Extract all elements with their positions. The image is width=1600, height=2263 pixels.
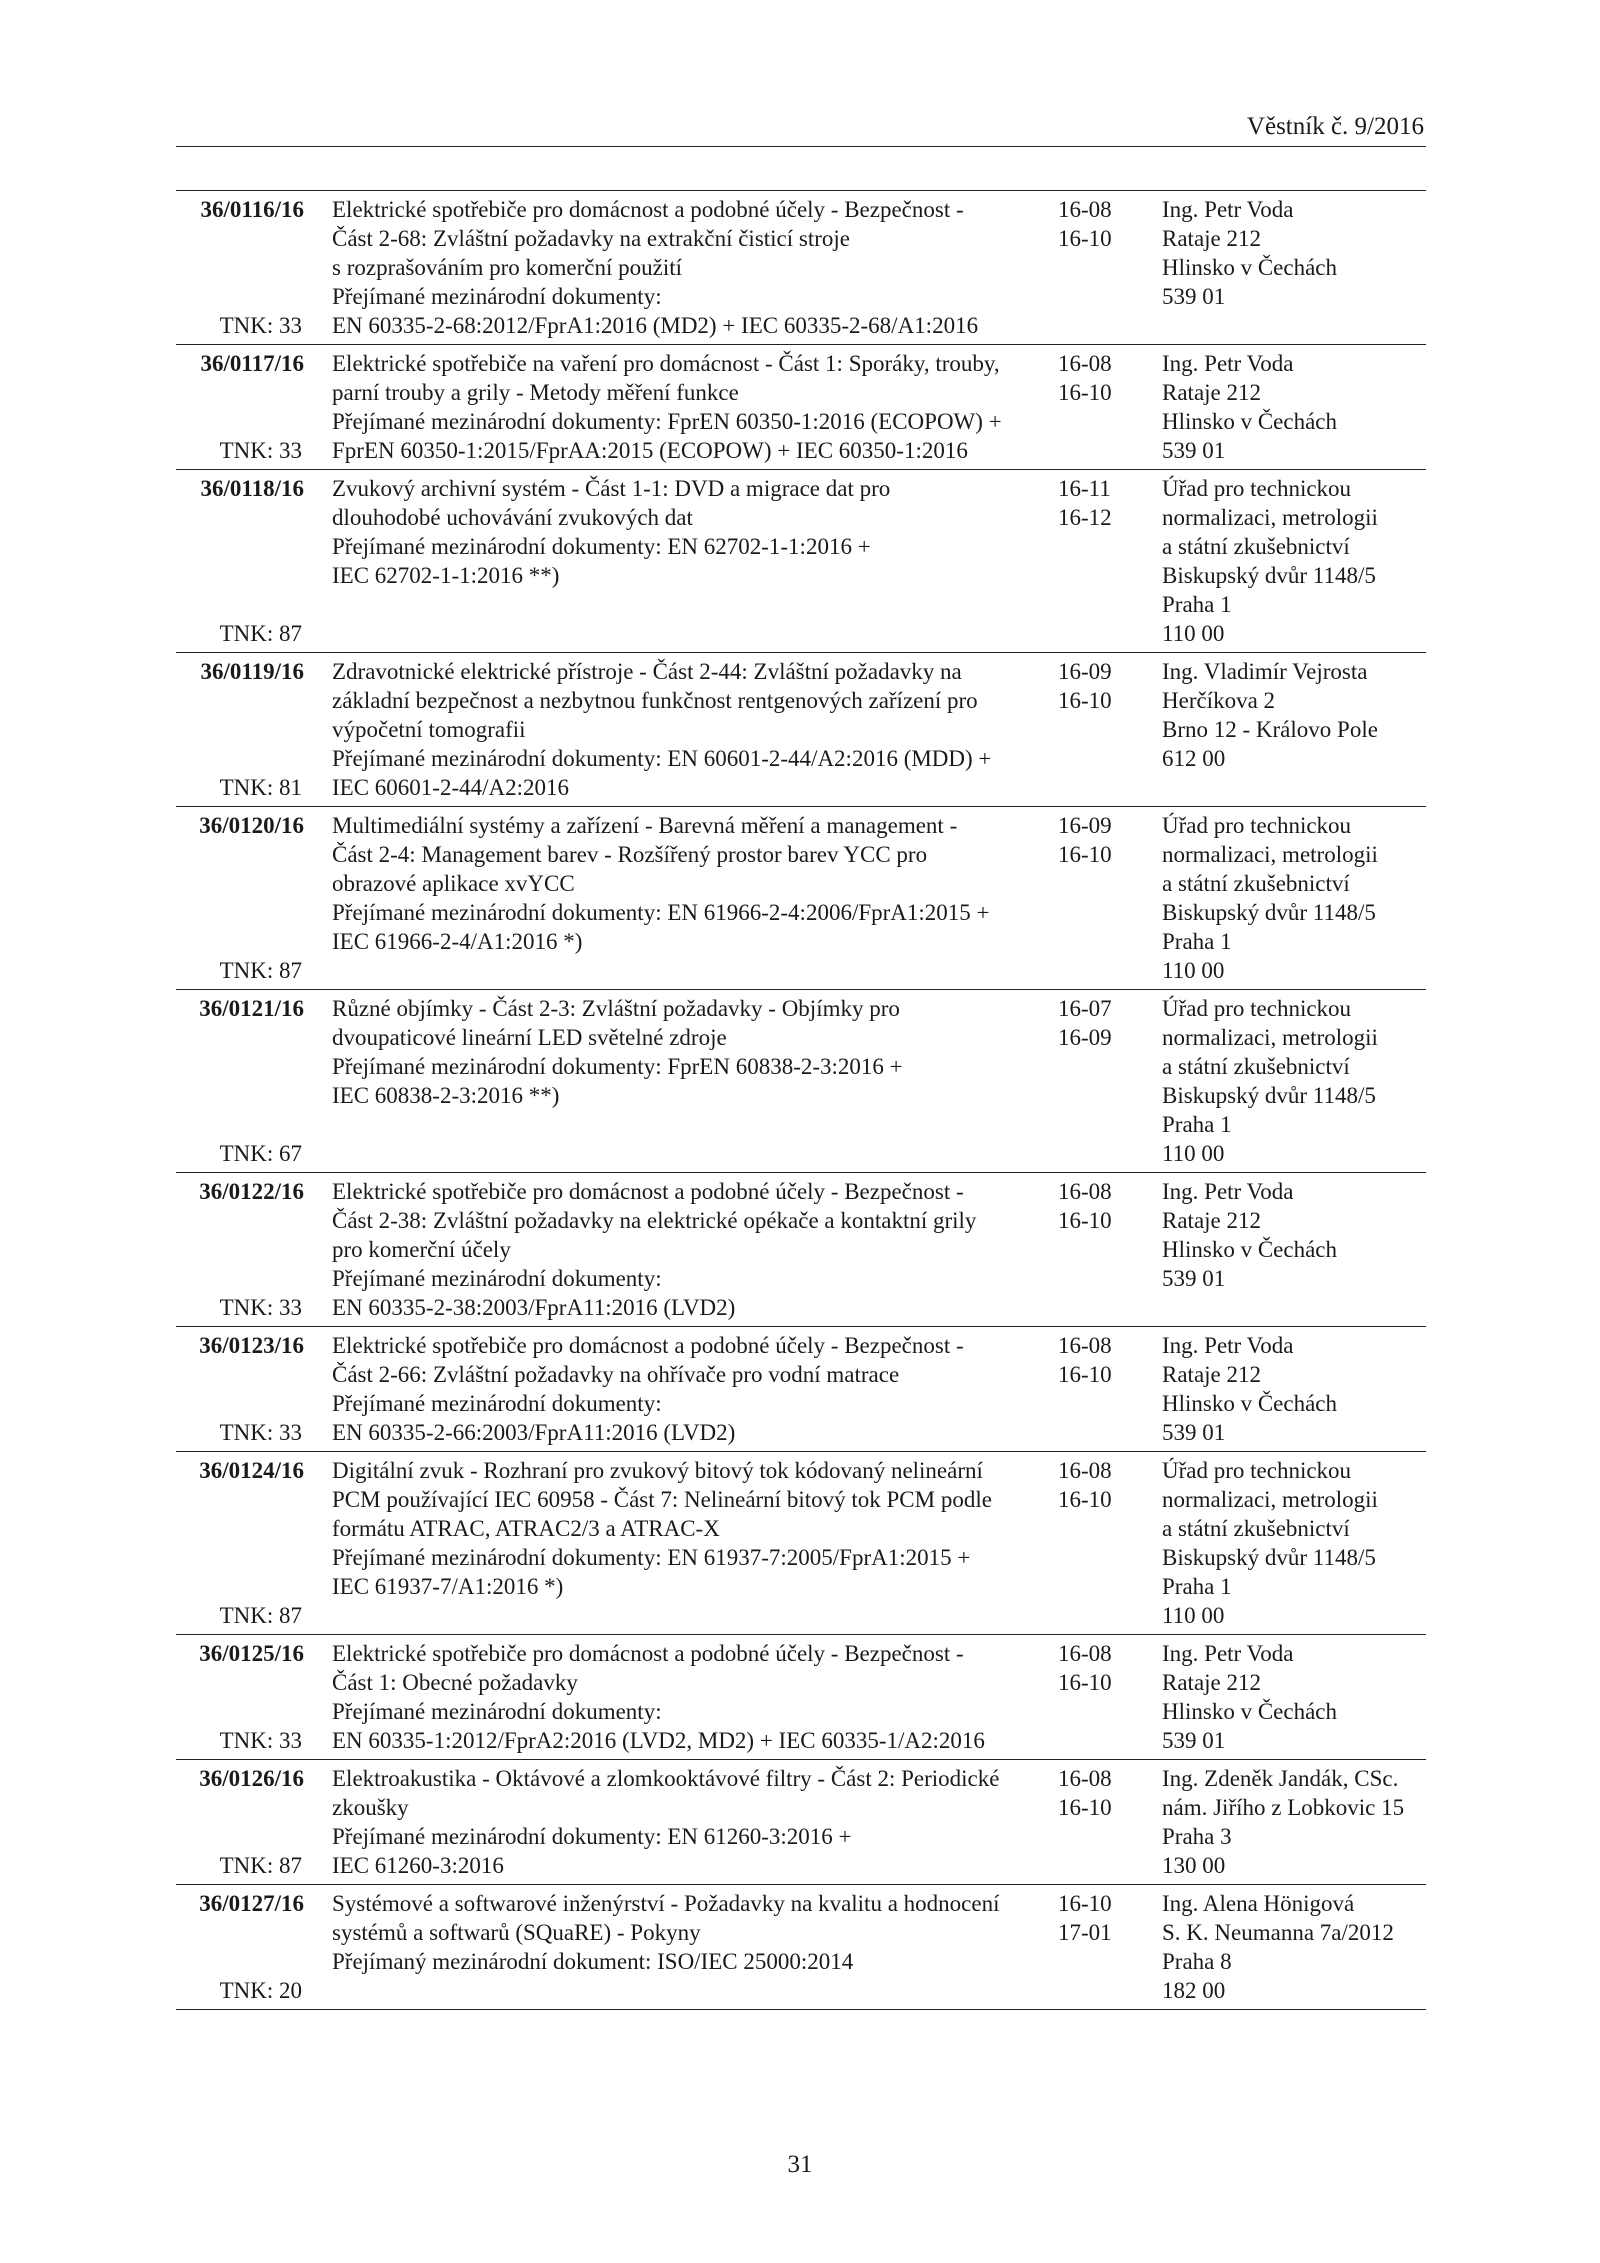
address-line: Úřad pro technickou <box>1162 813 1352 838</box>
address-line: Praha 8 <box>1162 1949 1232 1974</box>
address-line: Úřad pro technickou <box>1162 476 1352 501</box>
address-line: Ing. Petr Voda <box>1162 1333 1294 1358</box>
project-number: 36/0117/16 <box>200 351 304 376</box>
address-line: Herčíkova 2 <box>1162 688 1276 713</box>
address-line: 612 00 <box>1162 746 1226 771</box>
address-line: Ing. Vladimír Vejrosta <box>1162 659 1368 684</box>
description-line: parní trouby a grily - Metody měření funkce <box>332 380 739 405</box>
address-line: Ing. Petr Voda <box>1162 1179 1294 1204</box>
processor-address <box>1162 994 1426 1168</box>
address-line: normalizaci, metrologii <box>1162 1487 1378 1512</box>
date-value: 16-10 <box>1058 380 1112 405</box>
dates-cell <box>1058 1177 1128 1235</box>
address-line: 130 00 <box>1162 1853 1226 1878</box>
date-value: 16-10 <box>1058 1795 1112 1820</box>
table-row <box>176 653 1426 807</box>
address-line: Hlinsko v Čechách <box>1162 409 1338 434</box>
address-line: Ing. Alena Hönigová <box>1162 1891 1355 1916</box>
processor-address <box>1162 1331 1426 1447</box>
standard-description <box>332 345 1032 465</box>
description-line: Zvukový archivní systém - Část 1-1: DVD a migrace dat pro <box>332 476 891 501</box>
date-value: 16-10 <box>1058 1670 1112 1695</box>
dates-cell <box>1058 1889 1128 1947</box>
table-row <box>176 1452 1426 1635</box>
date-value: 16-10 <box>1058 1208 1112 1233</box>
description-line: pro komerční účely <box>332 1237 511 1262</box>
description-line: zkoušky <box>332 1795 409 1820</box>
page-number: 31 <box>787 2151 813 2178</box>
date-value: 16-08 <box>1058 351 1112 376</box>
description-line: Digitální zvuk - Rozhraní pro zvukový bitový tok kódovaný nelineární <box>332 1458 983 1483</box>
date-value: 16-12 <box>1058 505 1112 530</box>
project-number: 36/0121/16 <box>199 996 304 1021</box>
address-line: normalizaci, metrologii <box>1162 1025 1378 1050</box>
description-line: Část 2-4: Management barev - Rozšířený prostor barev YCC pro <box>332 842 928 867</box>
header-divider <box>176 146 1426 147</box>
date-value: 16-10 <box>1058 842 1112 867</box>
date-value: 16-08 <box>1058 1179 1112 1204</box>
tnk-code: TNK: 33 <box>219 1295 302 1320</box>
address-line: Hlinsko v Čechách <box>1162 1237 1338 1262</box>
processor-address <box>1162 1889 1426 2005</box>
table-row <box>176 345 1426 470</box>
description-line: PCM používající IEC 60958 - Část 7: Nelineární bitový tok PCM podle <box>332 1487 992 1512</box>
description-line: Část 1: Obecné požadavky <box>332 1670 578 1695</box>
standard-description <box>332 1760 1032 1880</box>
description-line: EN 60335-2-38:2003/FprA11:2016 (LVD2) <box>332 1295 736 1320</box>
description-line: IEC 62702-1-1:2016 **) <box>332 563 560 588</box>
description-line: IEC 61966-2-4/A1:2016 *) <box>332 929 583 954</box>
project-number: 36/0123/16 <box>199 1333 304 1358</box>
tnk-code: TNK: 20 <box>219 1978 302 2003</box>
table-row <box>176 807 1426 990</box>
address-line: Hlinsko v Čechách <box>1162 255 1338 280</box>
standard-description <box>332 191 1032 340</box>
address-line: 182 00 <box>1162 1978 1226 2003</box>
address-line: a státní zkušebnictví <box>1162 1054 1350 1079</box>
standard-description <box>332 1327 1032 1447</box>
date-value: 16-09 <box>1058 1025 1112 1050</box>
description-line: Část 2-68: Zvláštní požadavky na extrakční čisticí stroje <box>332 226 850 251</box>
description-line: dvoupaticové lineární LED světelné zdroje <box>332 1025 727 1050</box>
description-line: Přejímané mezinárodní dokumenty: EN 61260-3:2016 + <box>332 1824 852 1849</box>
description-line: Přejímané mezinárodní dokumenty: FprEN 60838-2-3:2016 + <box>332 1054 903 1079</box>
date-value: 16-10 <box>1058 688 1112 713</box>
table-row <box>176 470 1426 653</box>
address-line: Praha 1 <box>1162 1574 1232 1599</box>
description-line: IEC 61260-3:2016 <box>332 1853 504 1878</box>
description-line <box>332 1976 1032 2005</box>
address-line: Rataje 212 <box>1162 1670 1261 1695</box>
description-line: Přejímaný mezinárodní dokument: ISO/IEC 25000:2014 <box>332 1949 854 1974</box>
address-line: 110 00 <box>1162 621 1225 646</box>
date-value: 16-08 <box>1058 1458 1112 1483</box>
standard-description <box>332 990 1032 1110</box>
tnk-code: TNK: 87 <box>219 621 302 646</box>
standard-description <box>332 1885 1032 2005</box>
date-value: 16-09 <box>1058 813 1112 838</box>
date-value: 16-08 <box>1058 1766 1112 1791</box>
address-line: Rataje 212 <box>1162 380 1261 405</box>
date-value: 16-09 <box>1058 659 1112 684</box>
description-line: Přejímané mezinárodní dokumenty: EN 61966-2-4:2006/FprA1:2015 + <box>332 900 990 925</box>
processor-address <box>1162 657 1426 773</box>
page-header: Věstník č. 9/2016 <box>1246 113 1424 140</box>
standard-description <box>332 653 1032 802</box>
date-value: 16-10 <box>1058 226 1112 251</box>
tnk-code: TNK: 33 <box>219 1420 302 1445</box>
address-line: Úřad pro technickou <box>1162 1458 1352 1483</box>
description-line: obrazové aplikace xvYCC <box>332 871 575 896</box>
description-line: IEC 60838-2-3:2016 **) <box>332 1083 560 1108</box>
description-line: Část 2-66: Zvláštní požadavky na ohřívače pro vodní matrace <box>332 1362 900 1387</box>
date-value: 16-07 <box>1058 996 1112 1021</box>
date-value: 16-10 <box>1058 1362 1112 1387</box>
description-line: Přejímané mezinárodní dokumenty: EN 61937-7:2005/FprA1:2015 + <box>332 1545 971 1570</box>
description-line: základní bezpečnost a nezbytnou funkčnost rentgenových zařízení pro <box>332 688 978 713</box>
table-row <box>176 1885 1426 2010</box>
processor-address <box>1162 1177 1426 1293</box>
processor-address <box>1162 1764 1426 1880</box>
address-line: Biskupský dvůr 1148/5 <box>1162 563 1376 588</box>
description-line: Zdravotnické elektrické přístroje - Část 2-44: Zvláštní požadavky na <box>332 659 962 684</box>
address-line: Brno 12 - Královo Pole <box>1162 717 1378 742</box>
dates-cell <box>1058 474 1128 532</box>
processor-address <box>1162 1639 1426 1755</box>
project-number: 36/0122/16 <box>199 1179 304 1204</box>
processor-address <box>1162 1456 1426 1630</box>
address-line: normalizaci, metrologii <box>1162 842 1378 867</box>
standards-table <box>176 190 1426 2010</box>
address-line: Biskupský dvůr 1148/5 <box>1162 1545 1376 1570</box>
standard-description <box>332 1452 1032 1601</box>
address-line: 539 01 <box>1162 1266 1226 1291</box>
description-line: IEC 60601-2-44/A2:2016 <box>332 775 570 800</box>
address-line: Praha 3 <box>1162 1824 1232 1849</box>
address-line: 539 01 <box>1162 284 1226 309</box>
description-line: Přejímané mezinárodní dokumenty: <box>332 1699 662 1724</box>
description-line: Část 2-38: Zvláštní požadavky na elektrické opékače a kontaktní grily <box>332 1208 977 1233</box>
tnk-code: TNK: 33 <box>219 438 302 463</box>
address-line: a státní zkušebnictví <box>1162 871 1350 896</box>
tnk-code: TNK: 81 <box>219 775 302 800</box>
dates-cell <box>1058 1331 1128 1389</box>
date-value: 16-08 <box>1058 1641 1112 1666</box>
standard-description <box>332 1173 1032 1322</box>
address-line: Rataje 212 <box>1162 1362 1261 1387</box>
address-line: 539 01 <box>1162 1420 1226 1445</box>
address-line: nám. Jiřího z Lobkovic 15 <box>1162 1795 1405 1820</box>
description-line: s rozprašováním pro komerční použití <box>332 255 683 280</box>
description-line: systémů a softwarů (SQuaRE) - Pokyny <box>332 1920 701 1945</box>
processor-address <box>1162 349 1426 465</box>
tnk-code: TNK: 67 <box>219 1141 302 1166</box>
description-line: Elektrické spotřebiče pro domácnost a podobné účely - Bezpečnost - <box>332 1641 964 1666</box>
project-number: 36/0119/16 <box>200 659 304 684</box>
tnk-code: TNK: 33 <box>219 313 302 338</box>
description-line: EN 60335-2-68:2012/FprA1:2016 (MD2) + IEC 60335-2-68/A1:2016 <box>332 313 979 338</box>
processor-address <box>1162 195 1426 311</box>
description-line: Přejímané mezinárodní dokumenty: EN 62702-1-1:2016 + <box>332 534 871 559</box>
project-number: 36/0118/16 <box>200 476 304 501</box>
description-line: Různé objímky - Část 2-3: Zvláštní požadavky - Objímky pro <box>332 996 900 1021</box>
address-line: Ing. Petr Voda <box>1162 197 1294 222</box>
address-line: 110 00 <box>1162 1603 1225 1628</box>
address-line: 539 01 <box>1162 1728 1226 1753</box>
address-line: Hlinsko v Čechách <box>1162 1699 1338 1724</box>
address-line: Rataje 212 <box>1162 1208 1261 1233</box>
processor-address <box>1162 474 1426 648</box>
address-line: S. K. Neumanna 7a/2012 <box>1162 1920 1394 1945</box>
description-line: dlouhodobé uchovávání zvukových dat <box>332 505 693 530</box>
description-line: EN 60335-2-66:2003/FprA11:2016 (LVD2) <box>332 1420 736 1445</box>
project-number: 36/0125/16 <box>199 1641 304 1666</box>
standard-description <box>332 470 1032 590</box>
dates-cell <box>1058 349 1128 407</box>
address-line: Biskupský dvůr 1148/5 <box>1162 1083 1376 1108</box>
address-line: normalizaci, metrologii <box>1162 505 1378 530</box>
address-line: Ing. Petr Voda <box>1162 351 1294 376</box>
table-row <box>176 1760 1426 1885</box>
dates-cell <box>1058 1639 1128 1697</box>
description-line: Multimediální systémy a zařízení - Barevná měření a management - <box>332 813 958 838</box>
description-line: Elektrické spotřebiče pro domácnost a podobné účely - Bezpečnost - <box>332 1179 964 1204</box>
date-value: 16-11 <box>1058 476 1111 501</box>
table-row <box>176 990 1426 1173</box>
dates-cell <box>1058 1456 1128 1514</box>
processor-address <box>1162 811 1426 985</box>
description-line: Přejímané mezinárodní dokumenty: <box>332 1266 662 1291</box>
address-line: Rataje 212 <box>1162 226 1261 251</box>
description-line: Přejímané mezinárodní dokumenty: EN 60601-2-44/A2:2016 (MDD) + <box>332 746 992 771</box>
date-value: 17-01 <box>1058 1920 1112 1945</box>
address-line: Biskupský dvůr 1148/5 <box>1162 900 1376 925</box>
address-line: 539 01 <box>1162 438 1226 463</box>
tnk-code: TNK: 87 <box>219 958 302 983</box>
table-row <box>176 191 1426 345</box>
date-value: 16-10 <box>1058 1891 1112 1916</box>
tnk-code: TNK: 33 <box>219 1728 302 1753</box>
table-row <box>176 1327 1426 1452</box>
address-line: Hlinsko v Čechách <box>1162 1391 1338 1416</box>
address-line: 110 00 <box>1162 958 1225 983</box>
address-line: Praha 1 <box>1162 592 1232 617</box>
description-line: EN 60335-1:2012/FprA2:2016 (LVD2, MD2) + IEC 60335-1/A2:2016 <box>332 1728 985 1753</box>
project-number: 36/0126/16 <box>199 1766 304 1791</box>
date-value: 16-08 <box>1058 197 1112 222</box>
date-value: 16-08 <box>1058 1333 1112 1358</box>
description-line: výpočetní tomografii <box>332 717 526 742</box>
address-line: a státní zkušebnictví <box>1162 1516 1350 1541</box>
description-line: Přejímané mezinárodní dokumenty: FprEN 60350-1:2016 (ECOPOW) + <box>332 409 1002 434</box>
address-line: 110 00 <box>1162 1141 1225 1166</box>
description-line: FprEN 60350-1:2015/FprAA:2015 (ECOPOW) + IEC 60350-1:2016 <box>332 438 968 463</box>
address-line: Ing. Zdeněk Jandák, CSc. <box>1162 1766 1399 1791</box>
dates-cell <box>1058 1764 1128 1822</box>
address-line: Úřad pro technickou <box>1162 996 1352 1021</box>
standard-description <box>332 1635 1032 1755</box>
date-value: 16-10 <box>1058 1487 1112 1512</box>
tnk-code: TNK: 87 <box>219 1853 302 1878</box>
tnk-code: TNK: 87 <box>219 1603 302 1628</box>
dates-cell <box>1058 195 1128 253</box>
description-line: Systémové a softwarové inženýrství - Požadavky na kvalitu a hodnocení <box>332 1891 1000 1916</box>
project-number: 36/0116/16 <box>200 197 304 222</box>
description-line: Přejímané mezinárodní dokumenty: <box>332 1391 662 1416</box>
project-number: 36/0124/16 <box>199 1458 304 1483</box>
table-row <box>176 1173 1426 1327</box>
description-line: Elektrické spotřebiče pro domácnost a podobné účely - Bezpečnost - <box>332 197 964 222</box>
dates-cell <box>1058 994 1128 1052</box>
address-line: Praha 1 <box>1162 929 1232 954</box>
description-line: Elektrické spotřebiče na vaření pro domácnost - Část 1: Sporáky, trouby, <box>332 351 1000 376</box>
project-number: 36/0120/16 <box>199 813 304 838</box>
project-number: 36/0127/16 <box>199 1891 304 1916</box>
address-line: Ing. Petr Voda <box>1162 1641 1294 1666</box>
dates-cell <box>1058 657 1128 715</box>
description-line: Elektrické spotřebiče pro domácnost a podobné účely - Bezpečnost - <box>332 1333 964 1358</box>
standard-description <box>332 807 1032 956</box>
description-line: IEC 61937-7/A1:2016 *) <box>332 1574 564 1599</box>
table-row <box>176 1635 1426 1760</box>
description-line: Elektroakustika - Oktávové a zlomkooktávové filtry - Část 2: Periodické <box>332 1766 1000 1791</box>
address-line: a státní zkušebnictví <box>1162 534 1350 559</box>
address-line: Praha 1 <box>1162 1112 1232 1137</box>
dates-cell <box>1058 811 1128 869</box>
description-line: formátu ATRAC, ATRAC2/3 a ATRAC-X <box>332 1516 720 1541</box>
description-line: Přejímané mezinárodní dokumenty: <box>332 284 662 309</box>
